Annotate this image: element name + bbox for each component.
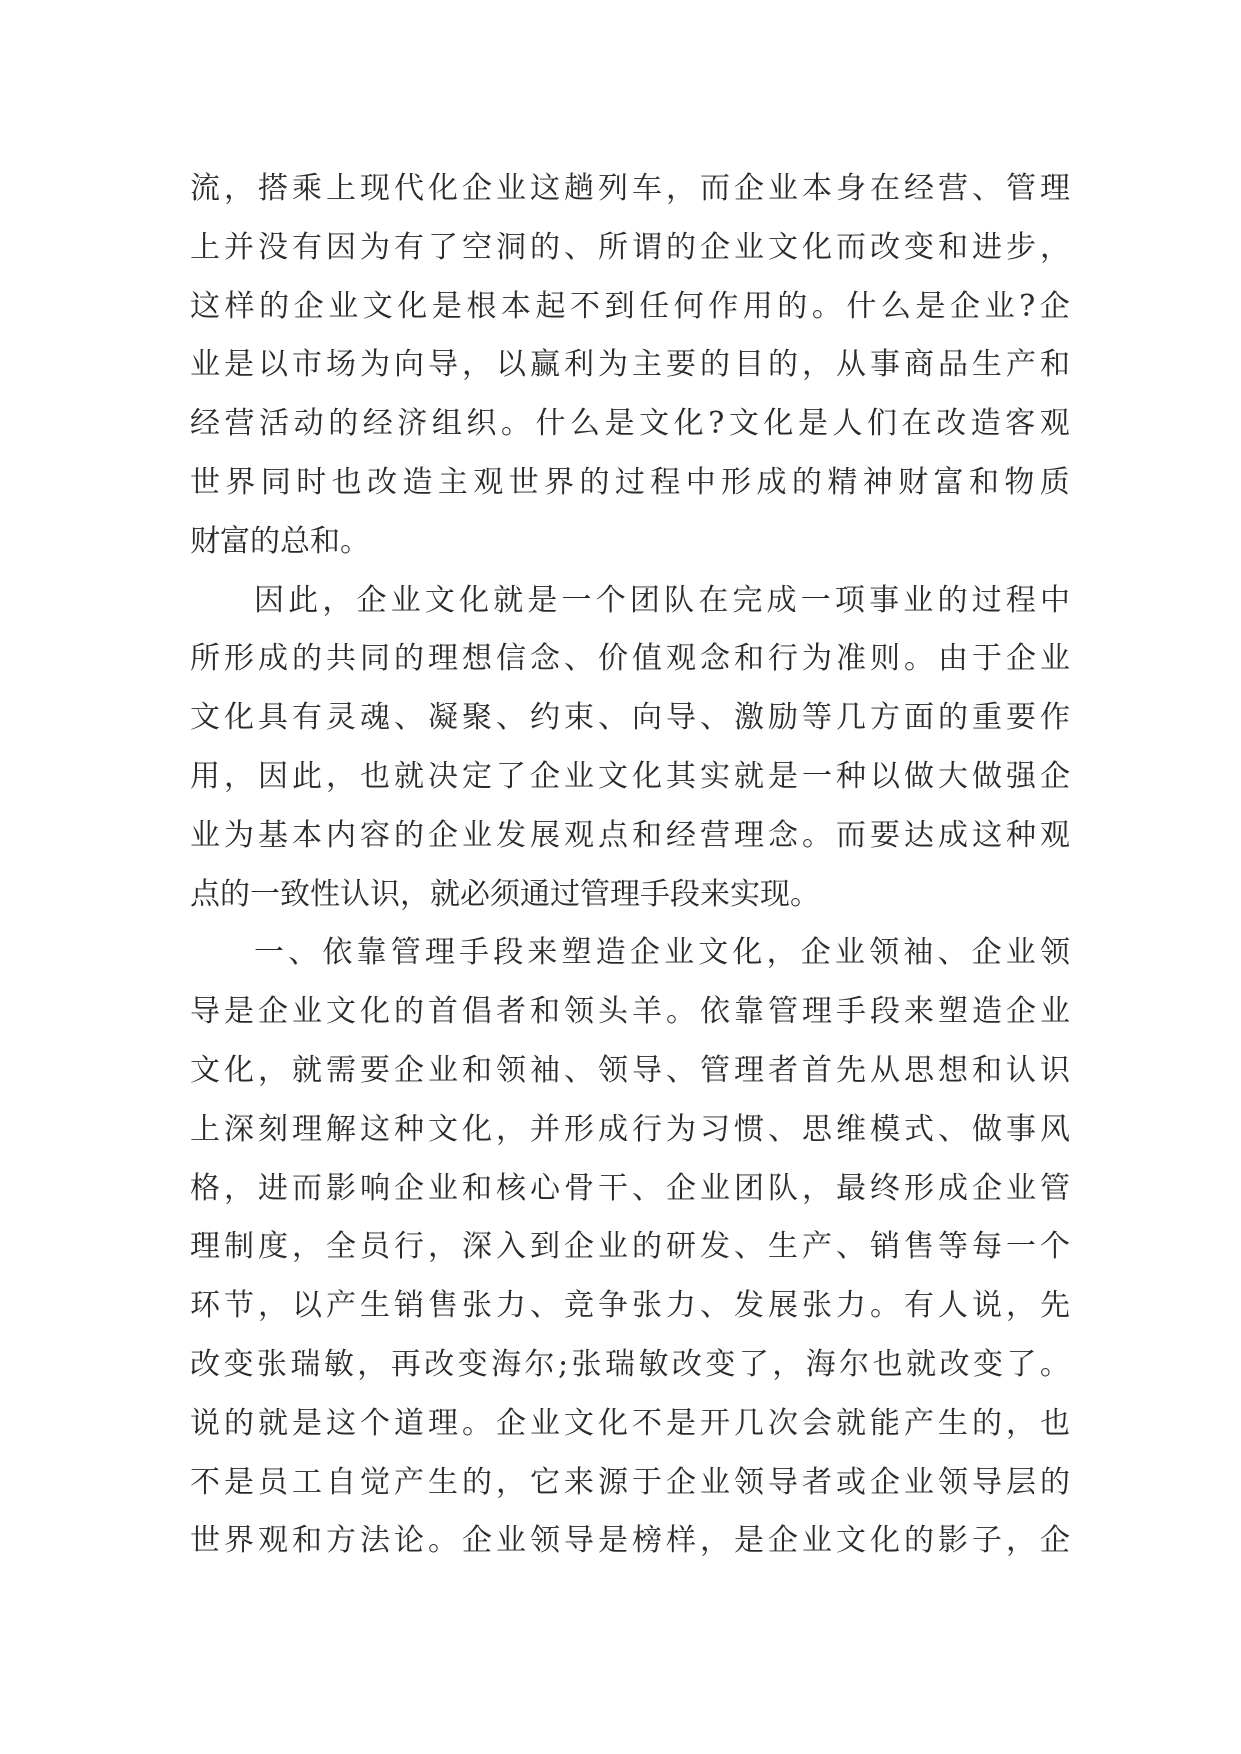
text-line: 文 化 具 有 灵 魂 、 凝 聚 、 约 束 、 向 导 、 激 励 等 几 方 面 的 重 要 作 xyxy=(190,700,1070,736)
text-line: 不 是 员 工 自 觉 产 生 的 ， 它 来 源 于 企 业 领 导 者 或 企 业 领 导 层 的 xyxy=(190,1464,1070,1500)
text-line: 文 化 ， 就 需 要 企 业 和 领 袖 、 领 导 、 管 理 者 首 先 从 思 想 和 认 识 xyxy=(190,1052,1070,1088)
text-line: 环 节 ， 以 产 生 销 售 张 力 、 竞 争 张 力 、 发 展 张 力 。 有 人 说 ， 先 xyxy=(190,1288,1070,1324)
text-line: 财 富 的 总 和 。 xyxy=(190,523,370,559)
text-line: 这 样 的 企 业 文 化 是 根 本 起 不 到 任 何 作 用 的 。 什 么 是 企 业 ? 企 xyxy=(190,288,1070,324)
paragraph-first-line: 一 、 依 靠 管 理 手 段 来 塑 造 企 业 文 化 ， 企 业 领 袖 、 企 业 领 xyxy=(254,935,1070,971)
text-line: 上 深 刻 理 解 这 种 文 化 ， 并 形 成 行 为 习 惯 、 思 维 模 式 、 做 事 风 xyxy=(190,1111,1070,1147)
text-line: 点 的 一 致 性 认 识 ， 就 必 须 通 过 管 理 手 段 来 实 现 。 xyxy=(190,876,820,912)
text-line: 世 界 同 时 也 改 造 主 观 世 界 的 过 程 中 形 成 的 精 神 财 富 和 物 质 xyxy=(190,464,1070,500)
text-line: 所 形 成 的 共 同 的 理 想 信 念 、 价 值 观 念 和 行 为 准 则 。 由 于 企 业 xyxy=(190,641,1070,677)
text-line: 导 是 企 业 文 化 的 首 倡 者 和 领 头 羊 。 依 靠 管 理 手 段 来 塑 造 企 业 xyxy=(190,994,1070,1030)
text-line: 改 变 张 瑞 敏 ， 再 改 变 海 尔 ; 张 瑞 敏 改 变 了 ， 海 尔 也 就 改 变 了 。 xyxy=(190,1346,1070,1382)
text-line: 上 并 没 有 因 为 有 了 空 洞 的 、 所 谓 的 企 业 文 化 而 改 变 和 进 步 ， xyxy=(190,229,1070,265)
text-line: 格 ， 进 而 影 响 企 业 和 核 心 骨 干 、 企 业 团 队 ， 最 终 形 成 企 业 管 xyxy=(190,1170,1070,1206)
text-line: 业 是 以 市 场 为 向 导 ， 以 赢 利 为 主 要 的 目 的 ， 从 事 商 品 生 产 和 xyxy=(190,347,1070,383)
text-line: 经 营 活 动 的 经 济 组 织 。 什 么 是 文 化 ? 文 化 是 人 们 在 改 造 客 观 xyxy=(190,406,1070,442)
text-line: 流 ， 搭 乘 上 现 代 化 企 业 这 趟 列 车 ， 而 企 业 本 身 在 经 营 、 管 理 xyxy=(190,171,1070,206)
text-line: 理 制 度 ， 全 员 行 ， 深 入 到 企 业 的 研 发 、 生 产 、 销 售 等 每 一 个 xyxy=(190,1229,1070,1265)
text-line: 世 界 观 和 方 法 论 。 企 业 领 导 是 榜 样 ， 是 企 业 文 化 的 影 子 ， 企 xyxy=(190,1523,1070,1559)
paragraph-first-line: 因 此 ， 企 业 文 化 就 是 一 个 团 队 在 完 成 一 项 事 业 的 过 程 中 xyxy=(254,582,1070,618)
body-text xyxy=(190,160,1070,1571)
text-line: 业 为 基 本 内 容 的 企 业 发 展 观 点 和 经 营 理 念 。 而 要 达 成 这 种 观 xyxy=(190,817,1070,853)
text-line: 用 ， 因 此 ， 也 就 决 定 了 企 业 文 化 其 实 就 是 一 种 以 做 大 做 强 企 xyxy=(190,758,1070,794)
text-line: 说 的 就 是 这 个 道 理 。 企 业 文 化 不 是 开 几 次 会 就 能 产 生 的 ， 也 xyxy=(190,1405,1070,1441)
